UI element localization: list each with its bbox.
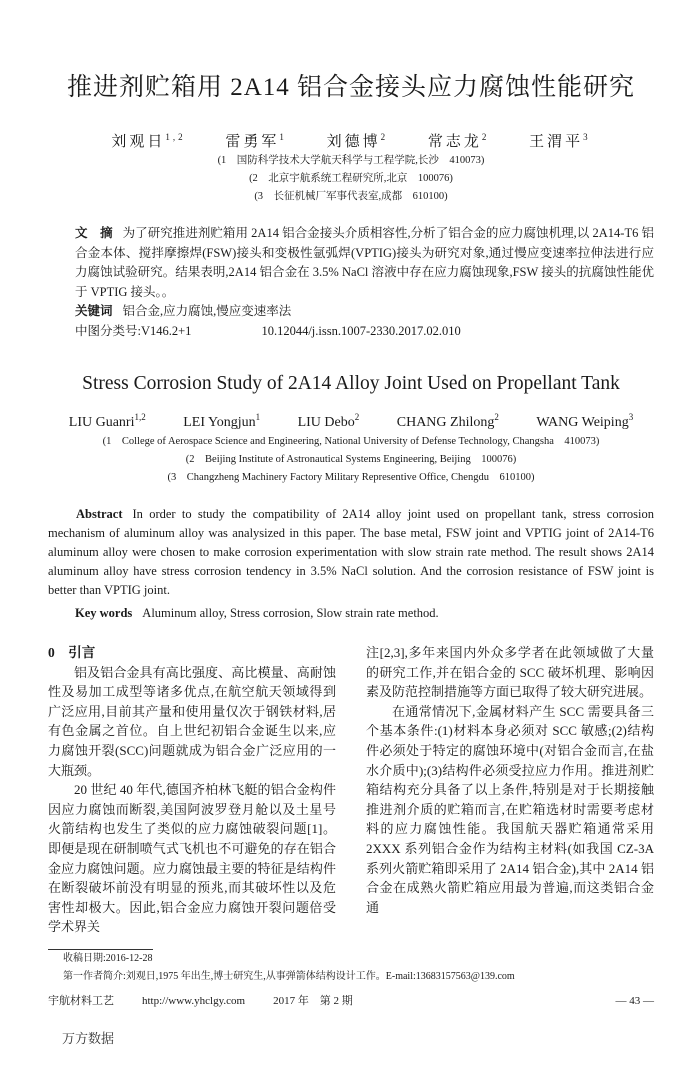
- journal-url[interactable]: http://www.yhclgy.com: [142, 994, 246, 1007]
- author: [396, 412, 499, 430]
- chinese-keywords: [75, 302, 654, 322]
- chinese-abstract: [75, 224, 654, 302]
- affiliation-mark: 1,2: [165, 132, 186, 142]
- english-affiliation: (2 Beijing Institute of Astronautical Systems Engineering, Beijing 100076): [185, 454, 517, 465]
- watermark: 万方数据: [62, 1031, 115, 1047]
- abstract-text: 为了研究推进剂贮箱用 2A14 铝合金接头介质相容性,分析了铝合金的应力腐蚀机理,以 2A14-T6 铝合金本体、搅拌摩擦焊(FSW)接头和变极性氩弧焊(VPTIG)接头为研究对象,通过慢应变速率拉伸法进行应力腐蚀试验研究。结果表明,2A14 铝合金在 3.5% NaCl 溶液中存在应力腐蚀现象,FSW 接头的抗腐蚀性能优于 VPTIG 接头。。: [75, 226, 654, 299]
- author: [536, 412, 634, 430]
- affiliation-mark: 1,2: [134, 412, 146, 422]
- author-name: LIU Guanri: [68, 415, 135, 430]
- affiliation-mark: 3: [583, 132, 591, 142]
- body-columns: [48, 643, 654, 937]
- english-title: Stress Corrosion Study of 2A14 Alloy Joint Used on Propellant Tank: [82, 373, 620, 394]
- english-abstract-block: [48, 505, 654, 623]
- affiliation-mark: 2: [380, 132, 389, 142]
- author-name: WANG Weiping: [536, 415, 629, 430]
- issue: 2017 年 第 2 期: [273, 994, 353, 1007]
- right-column: [366, 643, 654, 937]
- affiliation-mark: 1: [255, 412, 261, 422]
- classification-number: 中图分类号:V146.2+1: [75, 323, 192, 338]
- left-column: [48, 643, 336, 937]
- doi: 10.12044/j.issn.1007-2330.2017.02.010: [261, 323, 461, 338]
- author-name: 刘观日: [111, 134, 166, 150]
- author-name: LEI Yongjun: [183, 415, 256, 430]
- author: [327, 134, 389, 150]
- author: [225, 134, 287, 150]
- author: [297, 412, 360, 430]
- author: [111, 134, 185, 150]
- journal-name: 宇航材料工艺: [48, 994, 114, 1007]
- affiliation-mark: 3: [628, 412, 634, 422]
- paragraph: 注[2,3],多年来国内外众多学者在此领域做了大量的研究工作,并在铝合金的 SCC 破坏机理、影响因素及防范控制措施等方面已取得了较大研究进展。: [366, 645, 654, 700]
- keywords-text: 铝合金,应力腐蚀,慢应变速率法: [122, 304, 292, 318]
- paragraph: 20 世纪 40 年代,德国齐柏林飞艇的铝合金构件因应力腐蚀而断裂,美国阿波罗登月舱以及土星号火箭结构也发生了类似的应力腐蚀破裂问题[1]。即便是现在研制喷气式飞机也不可避免的存在铝合金应力腐蚀问题。应力腐蚀最主要的特征是结构件在断裂破坏前没有明显的预兆,而其破坏性以及危害性却极大。因此,铝合金应力腐蚀开裂问题倍受学术界关: [48, 782, 336, 935]
- keywords-label: 关键词: [75, 304, 113, 318]
- english-affiliation: (3 Changzheng Machinery Factory Military Representive Office, Chengdu 610100): [167, 472, 535, 483]
- english-abstract: [48, 505, 654, 600]
- paragraph: 铝及铝合金具有高比强度、高比模量、高耐蚀性及易加工成型等诸多优点,在航空航天领域得到广泛应用,目前其产量和使用量仅次于钢铁材料,居有色金属之首位。自上世纪初铝合金诞生以来,应力腐蚀开裂(SCC)问题就成为铝合金广泛应用的一大瓶颈。: [48, 664, 336, 778]
- author-name: 雷勇军: [225, 134, 280, 150]
- author-bio: 第一作者简介:刘观日,1975 年出生,博士研究生,从事弹箭体结构设计工作。E-mail:13683157563@139.com: [63, 970, 515, 982]
- author: [68, 412, 146, 430]
- affiliation-mark: 2: [481, 132, 490, 142]
- keywords-label: Key words: [75, 606, 133, 620]
- english-authors: [48, 413, 654, 433]
- author-name: 刘德博: [326, 134, 381, 150]
- abstract-label: 文 摘: [75, 226, 113, 240]
- page-footer: [48, 992, 654, 1010]
- author-name: CHANG Zhilong: [396, 415, 495, 430]
- affiliation-mark: 1: [279, 132, 287, 142]
- chinese-authors: [48, 132, 654, 152]
- section-heading: 0 引言: [48, 645, 96, 660]
- author-name: 常志龙: [427, 134, 482, 150]
- chinese-affiliation: (2 北京宇航系统工程研究所,北京 100076): [249, 173, 453, 184]
- chinese-affiliation: (1 国防科学技术大学航天科学与工程学院,长沙 410073): [217, 155, 485, 166]
- chinese-affiliation: (3 长征机械厂军事代表室,成都 610100): [254, 191, 448, 202]
- author-name: 王渭平: [529, 134, 584, 150]
- author: [529, 134, 591, 150]
- received-date: 收稿日期:2016-12-28: [63, 952, 153, 964]
- paragraph: 在通常情况下,金属材料产生 SCC 需要具备三个基本条件:(1)材料本身必须对 SCC 敏感;(2)结构件必须处于特定的腐蚀环境中(对铝合金而言,在盐水介质中);(3)结构件必须受拉应力作用。推进剂贮箱结构充分具备了以上条件,特别是对于长期接触推进剂介质的贮箱而言,在贮箱选材时需要考虑材料的应力腐蚀性能。我国航天器贮箱通常采用 2XXX 系列铝合金作为结构主材料(如我国 CZ-3A 系列火箭贮箱即采用了 2A14 铝合金),其中 2A14 铝合金在成熟火箭贮箱应用最为普遍,而这类铝合金通: [366, 703, 654, 915]
- author: [428, 134, 490, 150]
- abstract-label: Abstract: [76, 507, 123, 521]
- affiliation-mark: 2: [494, 412, 499, 422]
- author: [183, 412, 261, 430]
- keywords-text: Aluminum alloy, Stress corrosion, Slow strain rate method.: [142, 606, 439, 620]
- abstract-text: In order to study the compatibility of 2A14 alloy joint used on propellant tank, stress corrosion mechanism of aluminum alloy was analysized in this paper. The base metal, FSW joint and VPTIG joint of 2A14-T6 aluminum alloy were chosen to make corrosion experimentation with slow strain rate method. The result shows 2A14 aluminum alloy have stress corrosion tendency in 3.5% NaCl solution. And the corrosion resistance of FSW joint is better than VPTIG joint.: [48, 507, 654, 597]
- english-keywords: [75, 604, 654, 623]
- page-number: — 43 —: [615, 994, 654, 1007]
- chinese-title: 推进剂贮箱用 2A14 铝合金接头应力腐蚀性能研究: [66, 74, 636, 101]
- affiliation-mark: 2: [354, 412, 360, 422]
- author-name: LIU Debo: [297, 415, 355, 430]
- classification-row: [75, 322, 654, 342]
- english-affiliation: (1 College of Aerospace Science and Engineering, National University of Defense Technology, Changsha 410073): [102, 436, 600, 447]
